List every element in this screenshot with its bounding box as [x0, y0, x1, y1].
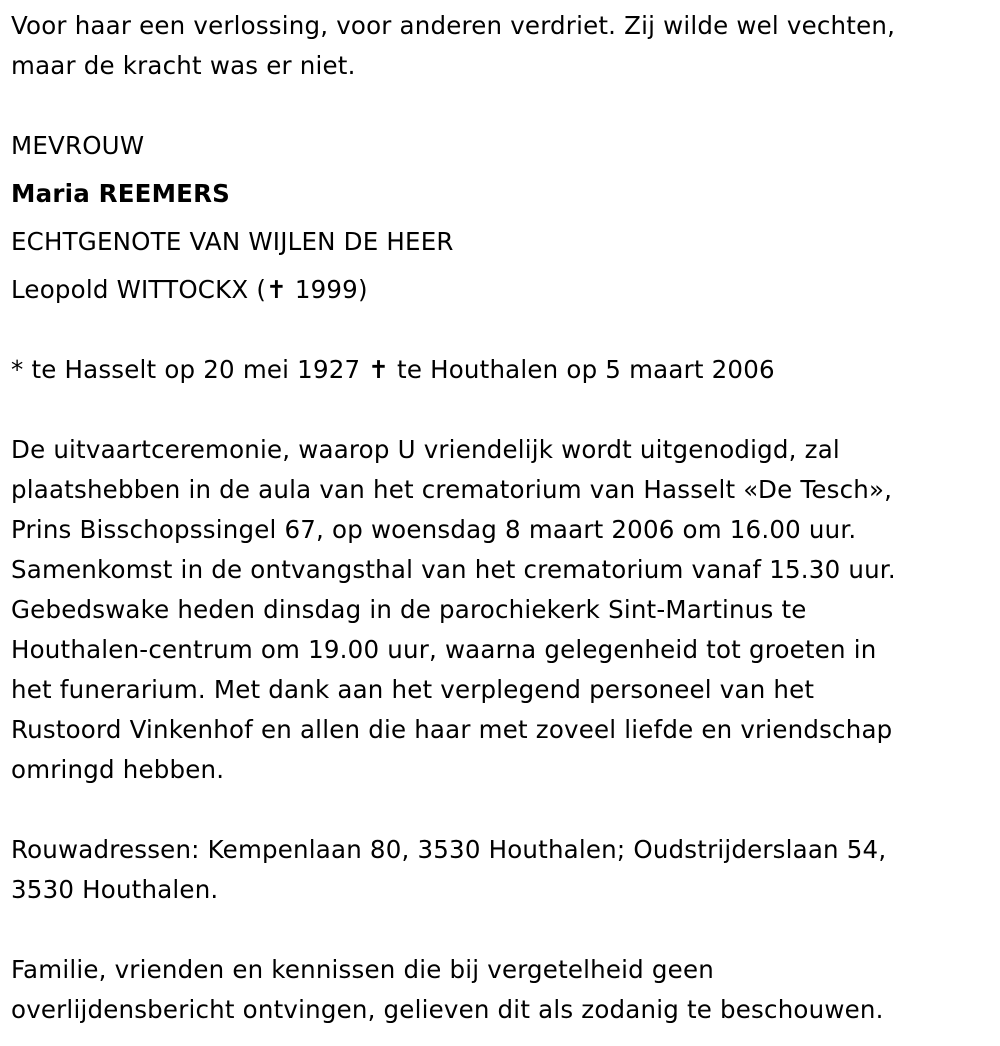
intro-line-1: Voor haar een verlossing, voor anderen verdriet. Zij wilde wel vechten, [11, 11, 896, 40]
closing-line-1: Familie, vrienden en kennissen die bij vergetelheid geen [11, 955, 714, 984]
addresses-line-1: Rouwadressen: Kempenlaan 80, 3530 Houthalen; Oudstrijderslaan 54, [11, 835, 887, 864]
ceremony-line-3: Prins Bisschopssingel 67, op woensdag 8 maart 2006 om 16.00 uur. [11, 515, 857, 544]
ceremony-line-5: Gebedswake heden dinsdag in de parochiekerk Sint-Martinus te [11, 595, 807, 624]
spouse-label: ECHTGENOTE VAN WIJLEN DE HEER [11, 227, 454, 256]
ceremony-line-7: het funerarium. Met dank aan het verplegend personeel van het [11, 675, 815, 704]
ceremony-line-4: Samenkomst in de ontvangsthal van het crematorium vanaf 15.30 uur. [11, 555, 896, 584]
ceremony-line-8: Rustoord Vinkenhof en allen die haar met zoveel liefde en vriendschap [11, 715, 893, 744]
closing-line-2: overlijdensbericht ontvingen, gelieven dit als zodanig te beschouwen. [11, 995, 884, 1024]
ceremony-line-1: De uitvaartceremonie, waarop U vriendelijk wordt uitgenodigd, zal [11, 435, 840, 464]
title-label: MEVROUW [11, 131, 145, 160]
ceremony-line-2: plaatshebben in de aula van het crematorium van Hasselt «De Tesch», [11, 475, 893, 504]
ceremony-line-6: Houthalen-centrum om 19.00 uur, waarna gelegenheid tot groeten in [11, 635, 877, 664]
spouse-name: Leopold WITTOCKX (✝ 1999) [11, 275, 368, 304]
birth-death-line: * te Hasselt op 20 mei 1927 ✝ te Houthalen op 5 maart 2006 [11, 355, 775, 384]
ceremony-line-9: omringd hebben. [11, 755, 225, 784]
intro-line-2: maar de kracht was er niet. [11, 51, 356, 80]
deceased-name: Maria REEMERS [11, 179, 231, 208]
addresses-line-2: 3530 Houthalen. [11, 875, 219, 904]
